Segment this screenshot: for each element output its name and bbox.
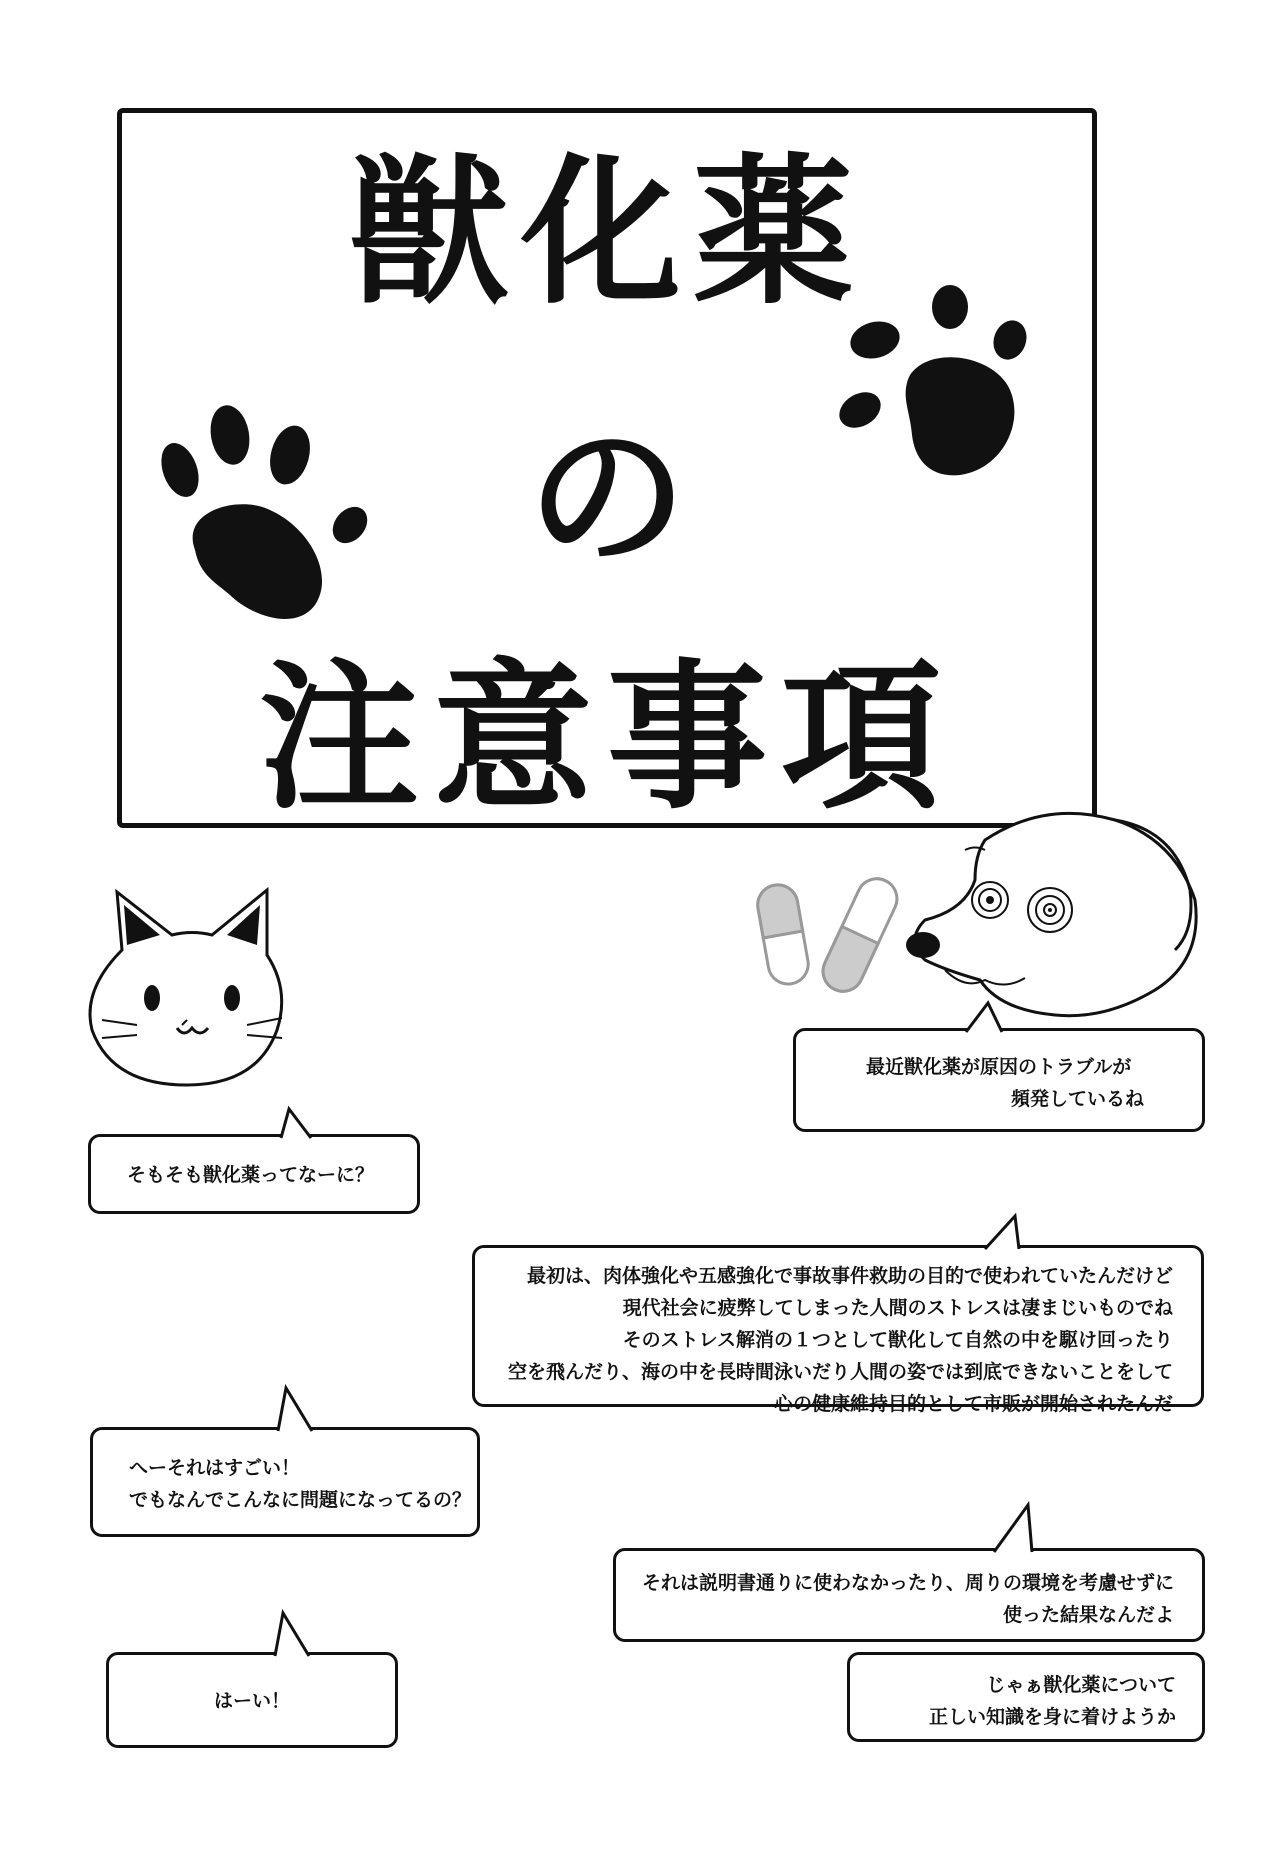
bubble-tail	[966, 1003, 1006, 1033]
bubble-line: 最近獣化薬が原因のトラブルが	[866, 1056, 1132, 1078]
bubble-tail	[994, 1505, 1034, 1553]
bubble-tail	[278, 1388, 318, 1432]
bubble-line: 正しい知識を身に着けようか	[928, 1706, 1176, 1728]
bubble-line: 空を飛んだり、海の中を長時間泳いだり人間の姿では到底できないことをして	[507, 1361, 1173, 1383]
bubble-tail	[281, 1109, 321, 1139]
speech-bubble	[472, 1245, 1204, 1415]
bubble-line: それは説明書通りに使わなかったり、周りの環境を考慮せずに	[641, 1572, 1174, 1594]
speech-bubble	[88, 1134, 420, 1214]
title-line-1: 獣化薬	[348, 139, 865, 326]
speech-bubble	[613, 1548, 1205, 1642]
bubble-line: 現代社会に疲弊してしまった人間のストレスは凄まじいものでね	[622, 1297, 1173, 1319]
bubble-line: 最初は、肉体強化や五感強化で事故事件救助の目的で使われていたんだけど	[526, 1265, 1173, 1287]
bubble-tail	[275, 1613, 315, 1657]
title-line-3: 注意事項	[258, 644, 955, 831]
bubble-line: じゃぁ獣化薬について	[986, 1674, 1176, 1696]
speech-bubble	[106, 1652, 398, 1748]
bubble-line: 心の健康維持目的として市販が開始されたんだ	[773, 1393, 1173, 1415]
dog-face-icon	[905, 790, 1205, 1040]
bubble-line: 頻発しているね	[1011, 1088, 1145, 1110]
cat-face-icon	[82, 880, 292, 1090]
title-line-2: の	[526, 404, 687, 591]
speech-bubble	[793, 1028, 1205, 1132]
bubble-line: そもそも獣化薬ってなーに？	[127, 1164, 375, 1186]
capsule-icon	[730, 860, 930, 1010]
paw-print-icon	[820, 285, 1040, 485]
bubble-line: はーい！	[213, 1690, 290, 1712]
speech-bubble	[847, 1652, 1205, 1742]
speech-bubble	[90, 1427, 480, 1537]
bubble-tail	[985, 1216, 1025, 1250]
bubble-line: そのストレス解消の１つとして獣化して自然の中を駆け回ったり	[622, 1329, 1173, 1351]
bubble-line: へーそれはすごい！	[129, 1457, 301, 1479]
bubble-line: 使った結果なんだよ	[1002, 1604, 1174, 1626]
paw-print-icon	[150, 400, 390, 630]
bubble-line: でもなんでこんなに問題になってるの？	[129, 1489, 472, 1511]
